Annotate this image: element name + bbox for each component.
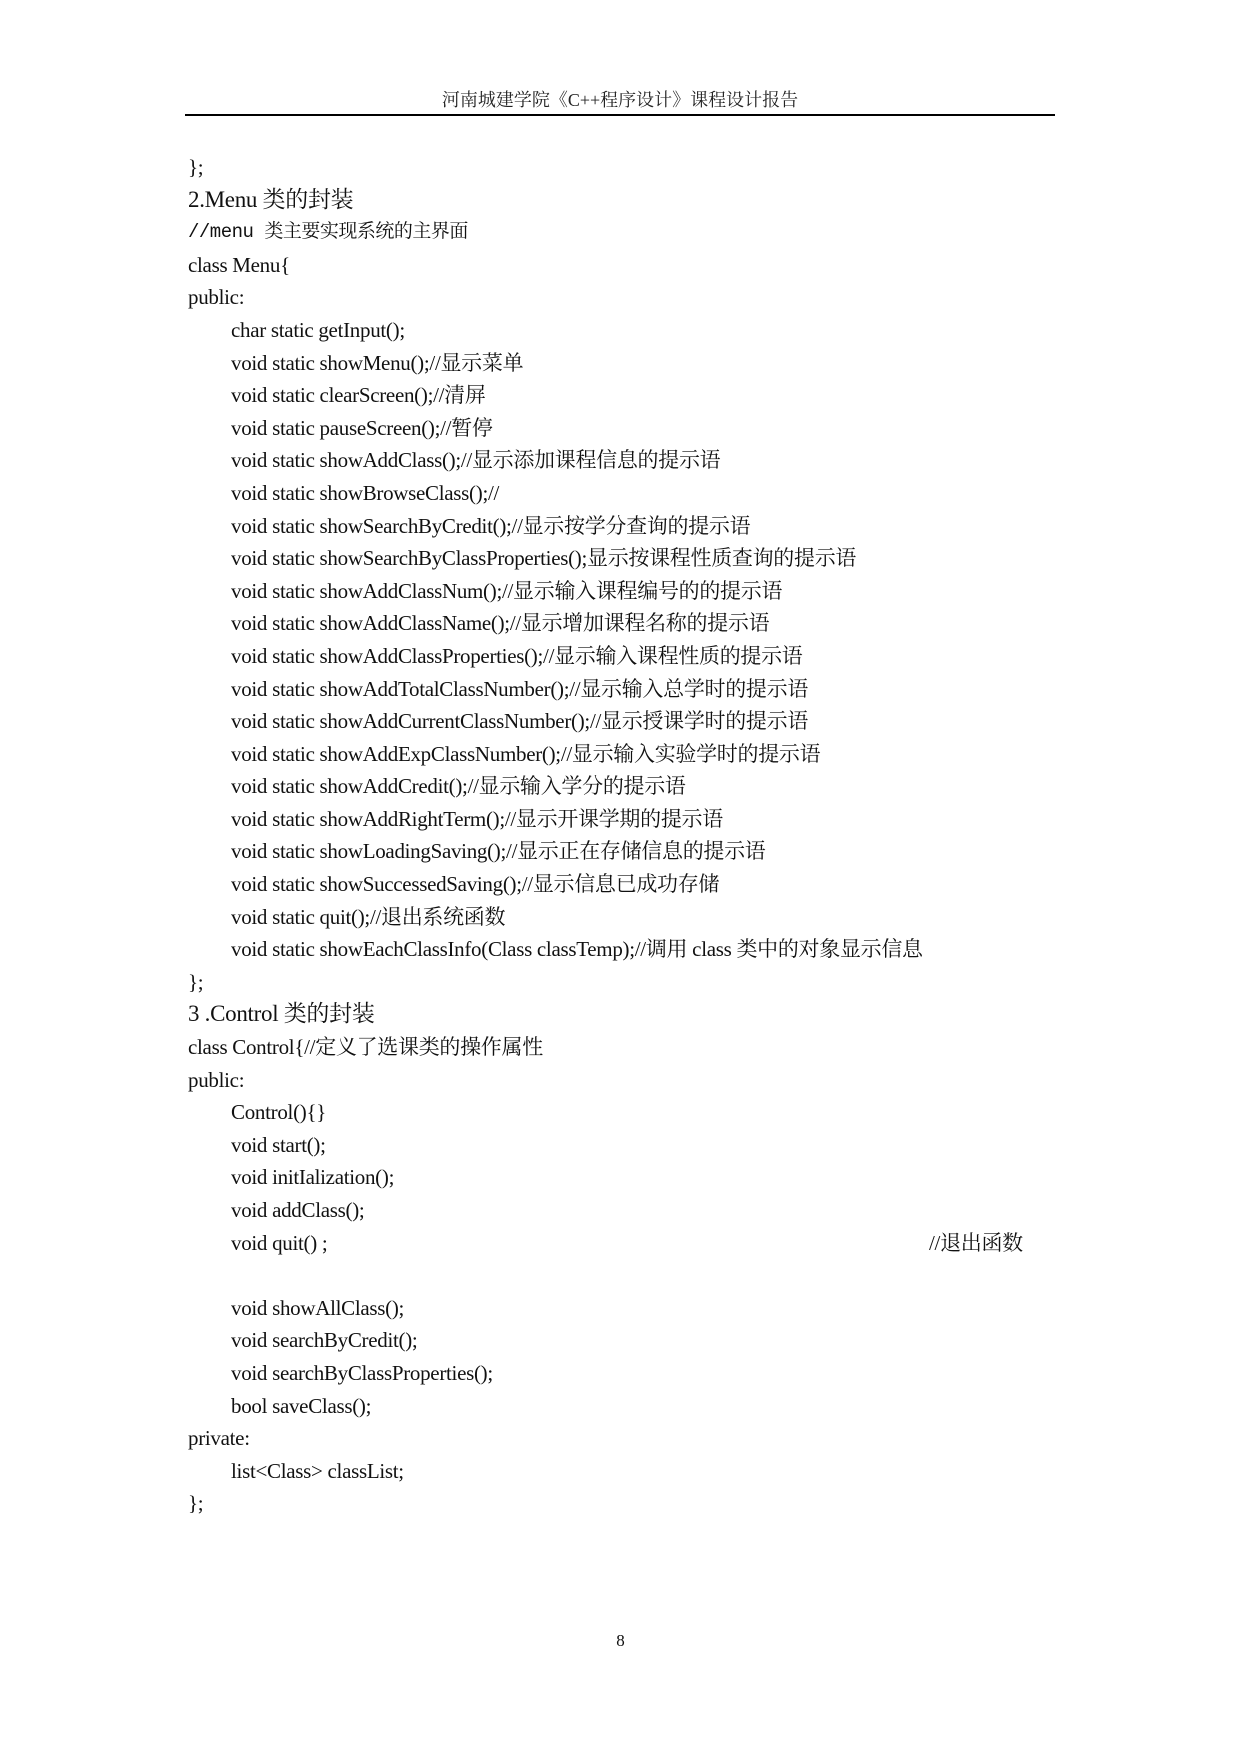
code-line: [188, 803, 1068, 836]
code-line: [188, 314, 1068, 347]
code-line: [188, 1390, 1068, 1423]
code-line-text: void static showAddTotalClassNumber();//显示输入总学时的提示语: [231, 676, 809, 701]
code-line-text: void static showBrowseClass();//: [231, 480, 500, 505]
code-line: [188, 1259, 1068, 1292]
code-line: [188, 607, 1068, 640]
code-line: [188, 575, 1068, 608]
code-line-text: 2.Menu 类的封装: [188, 186, 354, 212]
code-line-text: list<Class> classList;: [231, 1458, 404, 1483]
code-line-text: private:: [188, 1426, 250, 1451]
code-line-text: void static showSearchByCredit();//显示按学分查询的提示语: [231, 513, 751, 538]
code-line: [188, 640, 1068, 673]
code-line-text: };: [188, 1491, 204, 1516]
code-line: [188, 1129, 1068, 1162]
code-line: [188, 510, 1068, 543]
code-line-text: void static showAddClassNum();//显示输入课程编号的的提示语: [231, 578, 783, 603]
code-line-text: void static showSearchByClassProperties();显示按课程性质查询的提示语: [231, 546, 857, 571]
header-divider: [185, 114, 1055, 116]
code-line-text: void static showLoadingSaving();//显示正在存储信息的提示语: [231, 839, 766, 864]
code-line-text: void static showAddExpClassNumber();//显示输入实验学时的提示语: [231, 741, 821, 766]
code-line-text: void initIalization();: [231, 1165, 395, 1190]
code-line-text: void static showSuccessedSaving();//显示信息已成功存储: [231, 872, 720, 897]
trailing-comment: //退出函数: [929, 1230, 1023, 1255]
code-line: [188, 705, 1068, 738]
code-line-text: };: [188, 969, 204, 994]
code-line-text: };: [188, 155, 204, 179]
code-line-text: public:: [188, 285, 245, 310]
code-line-text: void static clearScreen();//清屏: [231, 383, 486, 408]
code-line-text: void start();: [231, 1132, 326, 1157]
code-line: [188, 1161, 1068, 1194]
code-line-text: 3 .Control 类的封装: [188, 1001, 375, 1027]
code-line: [188, 412, 1068, 445]
code-line-text: void static showAddCurrentClassNumber();//显示授课学时的提示语: [231, 709, 809, 734]
section-heading: [188, 184, 1068, 217]
code-line: [188, 835, 1068, 868]
code-line: [188, 1455, 1068, 1488]
code-line-text: void static pauseScreen();//暂停: [231, 415, 493, 440]
code-line-text: void static showAddClassProperties();//显示输入课程性质的提示语: [231, 643, 803, 668]
code-line-text: void static showEachClassInfo(Class classTemp);//调用 class 类中的对象显示信息: [231, 937, 923, 962]
code-line-text: void static showAddCredit();//显示输入学分的提示语: [231, 774, 686, 799]
code-line: [188, 770, 1068, 803]
code-line: [188, 249, 1068, 282]
code-line-text: void static showAddClass();//显示添加课程信息的提示语: [231, 448, 721, 473]
code-line: [188, 151, 1068, 184]
code-line-text: void searchByClassProperties();: [231, 1360, 493, 1385]
code-line-text: public:: [188, 1067, 245, 1092]
code-line-text: void static quit();//退出系统函数: [231, 904, 506, 929]
code-line-text: class Control{//定义了选课类的操作属性: [188, 1035, 543, 1060]
page-header-title: 河南城建学院《C++程序设计》课程设计报告: [441, 90, 799, 110]
code-line: [188, 673, 1068, 706]
code-line: [188, 1096, 1068, 1129]
code-line: [188, 1357, 1068, 1390]
code-line: [188, 1487, 1068, 1520]
code-line: [188, 444, 1068, 477]
code-line: [188, 1064, 1068, 1097]
code-line: [188, 1031, 1068, 1064]
code-line: [188, 542, 1068, 575]
code-line: [188, 868, 1068, 901]
code-line-text: void showAllClass();: [231, 1295, 405, 1320]
code-line: [188, 738, 1068, 771]
code-line: [188, 477, 1068, 510]
code-line-text: //menu 类主要实现系统的主界面: [188, 221, 468, 244]
code-line: [188, 347, 1068, 380]
section-heading: [188, 998, 1068, 1031]
code-line-text: void quit() ;: [231, 1230, 328, 1255]
code-line: [188, 1422, 1068, 1455]
code-line: [188, 901, 1068, 934]
code-line: [188, 933, 1068, 966]
code-line: [188, 1227, 1068, 1260]
code-line-text: Control(){}: [231, 1100, 327, 1125]
code-line: [188, 1324, 1068, 1357]
code-line: [188, 216, 1068, 249]
code-line-text: void static showMenu();//显示菜单: [231, 350, 524, 375]
code-line: [188, 1194, 1068, 1227]
code-line-text: void static showAddRightTerm();//显示开课学期的提示语: [231, 806, 723, 831]
code-line: [188, 1292, 1068, 1325]
code-line-text: char static getInput();: [231, 317, 405, 342]
code-line-text: bool saveClass();: [231, 1393, 372, 1418]
code-line: [188, 281, 1068, 314]
page-number: 8: [616, 1631, 625, 1650]
code-line-text: void static showAddClassName();//显示增加课程名称的提示语: [231, 611, 770, 636]
code-listing: [188, 151, 1068, 1520]
code-line: [188, 966, 1068, 999]
code-line-text: void addClass();: [231, 1198, 365, 1222]
code-line-text: void searchByCredit();: [231, 1328, 418, 1353]
code-line: [188, 379, 1068, 412]
code-line-text: class Menu{: [188, 252, 290, 277]
